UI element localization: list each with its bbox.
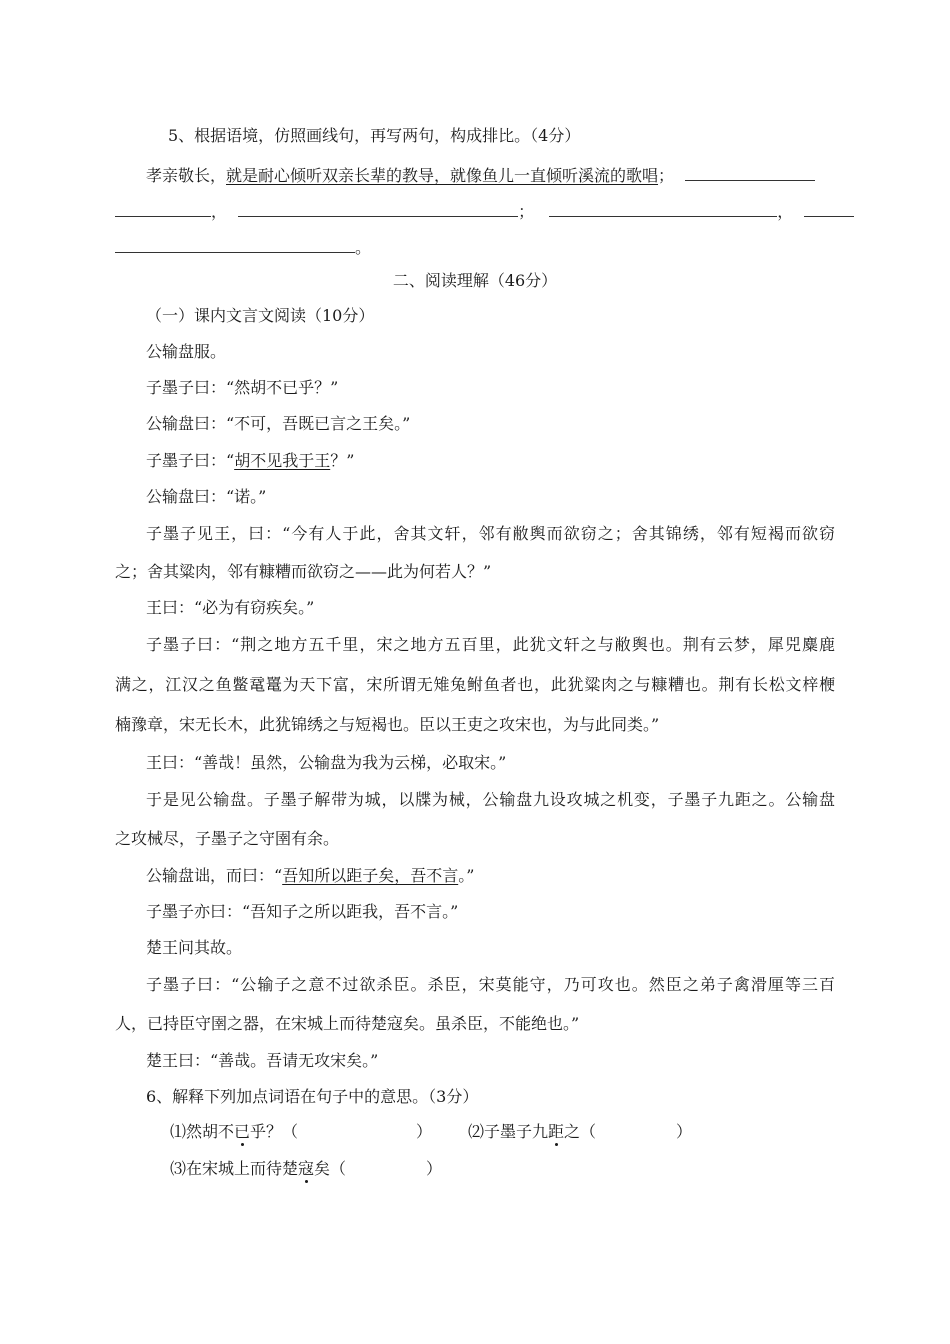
question-5-title: 5、根据语境，仿照画线句，再写两句，构成排比。（4分）	[168, 126, 581, 145]
text: ）	[676, 1122, 693, 1141]
punct-comma: ，	[777, 202, 794, 221]
passage-line	[146, 866, 474, 886]
dotted-word: 已	[234, 1122, 251, 1141]
passage-line: 子墨子曰：“然胡不已乎？”	[146, 378, 339, 397]
underlined-phrase: 吾知所以距子矣，吾不言	[282, 866, 459, 885]
underlined-sentence: 就是耐心倾听双亲长辈的教导，就像鱼儿一直倾听溪流的歌唱	[226, 166, 659, 185]
answer-line-3	[115, 236, 371, 258]
punct-semicolon: ；	[518, 202, 535, 221]
question-6-item-3	[170, 1159, 442, 1179]
text: ⑶在宋城上而待楚	[170, 1159, 299, 1178]
passage-line: 于是见公输盘。子墨子解带为城，以牒为械，公输盘九设攻城之机变，子墨子九距之。公输盘	[146, 790, 835, 809]
passage-line: 子墨子见王，曰：“今有人于此，舍其文轩，邻有敝舆而欲窃之；舍其锦绣，邻有短褐而欲窃	[146, 524, 835, 543]
passage-line: 公输盘曰：“诺。”	[146, 487, 267, 506]
passage-line: 楠豫章，宋无长木，此犹锦绣之与短褐也。臣以王吏之攻宋也，为与此同类。”	[115, 715, 660, 734]
passage-line: 之；舍其粱肉，邻有糠糟而欲窃之——此为何若人？”	[115, 562, 492, 581]
question-5-sentence	[146, 164, 815, 186]
answer-blank[interactable]	[115, 200, 211, 217]
passage-line: 王曰：“善哉！虽然，公输盘为我为云梯，必取宋。”	[146, 753, 507, 772]
passage-line: 楚王曰：“善哉。吾请无攻宋矣。”	[146, 1051, 379, 1070]
underlined-phrase: 胡不见我于王	[234, 451, 331, 470]
text: 乎？（	[250, 1122, 299, 1141]
text: 公输盘诎，而曰：“	[146, 866, 283, 885]
answer-blank[interactable]	[115, 236, 355, 253]
subsection-heading: （一）课内文言文阅读（10分）	[146, 306, 375, 325]
section-heading: 二、阅读理解（46分）	[392, 271, 558, 290]
text: 矣（	[314, 1159, 347, 1178]
text: ⑵子墨子九	[468, 1122, 549, 1141]
question-6-title: 6、解释下列加点词语在句子中的意思。（3分）	[146, 1087, 479, 1106]
passage-line: 楚王问其故。	[146, 938, 243, 957]
passage-line: 之攻械尽，子墨子之守圉有余。	[115, 829, 340, 848]
text: 之（	[564, 1122, 597, 1141]
passage-line: 子墨子曰：“公输子之意不过欲杀臣。杀臣，宋莫能守，乃可攻也。然臣之弟子禽滑厘等三百	[146, 975, 835, 994]
sentence-prefix: 孝亲敬长，	[146, 166, 227, 185]
passage-line: 子墨子亦曰：“吾知子之所以距我，吾不言。”	[146, 902, 459, 921]
text: ？”	[330, 451, 355, 470]
passage-line: 王曰：“必为有窃疾矣。”	[146, 598, 315, 617]
text: ⑴然胡不	[170, 1122, 235, 1141]
text: ）	[416, 1122, 433, 1141]
answer-blank[interactable]	[804, 200, 854, 217]
dotted-word: 寇	[298, 1159, 315, 1178]
passage-line: 子墨子曰：“荆之地方五千里，宋之地方五百里，此犹文轩之与敝舆也。荆有云梦，犀兕麋鹿	[146, 635, 835, 654]
text: ）	[426, 1159, 443, 1178]
answer-blank[interactable]	[549, 200, 777, 217]
passage-line: 公输盘曰：“不可，吾既已言之王矣。”	[146, 414, 411, 433]
passage-line: 人，已持臣守圉之器，在宋城上而待楚寇矣。虽杀臣，不能绝也。”	[115, 1014, 580, 1033]
sentence-punct: ；	[658, 166, 675, 185]
answer-blank[interactable]	[685, 164, 815, 181]
passage-line	[146, 451, 354, 471]
answer-blank[interactable]	[238, 200, 518, 217]
question-6-item-2	[468, 1122, 692, 1142]
punct-comma: ，	[211, 202, 228, 221]
answer-line-2	[115, 200, 854, 222]
question-6-item-1	[170, 1122, 432, 1142]
passage-line: 满之，江汉之鱼鳖鼋鼍为天下富，宋所谓无雉兔鲋鱼者也，此犹粱肉之与糠糟也。荆有长松文梓楩	[115, 675, 835, 694]
punct-period: 。	[355, 238, 372, 257]
text: 子墨子曰：“	[146, 451, 235, 470]
passage-line: 公输盘服。	[146, 342, 227, 361]
dotted-word: 距	[548, 1122, 565, 1141]
text: 。”	[458, 866, 475, 885]
